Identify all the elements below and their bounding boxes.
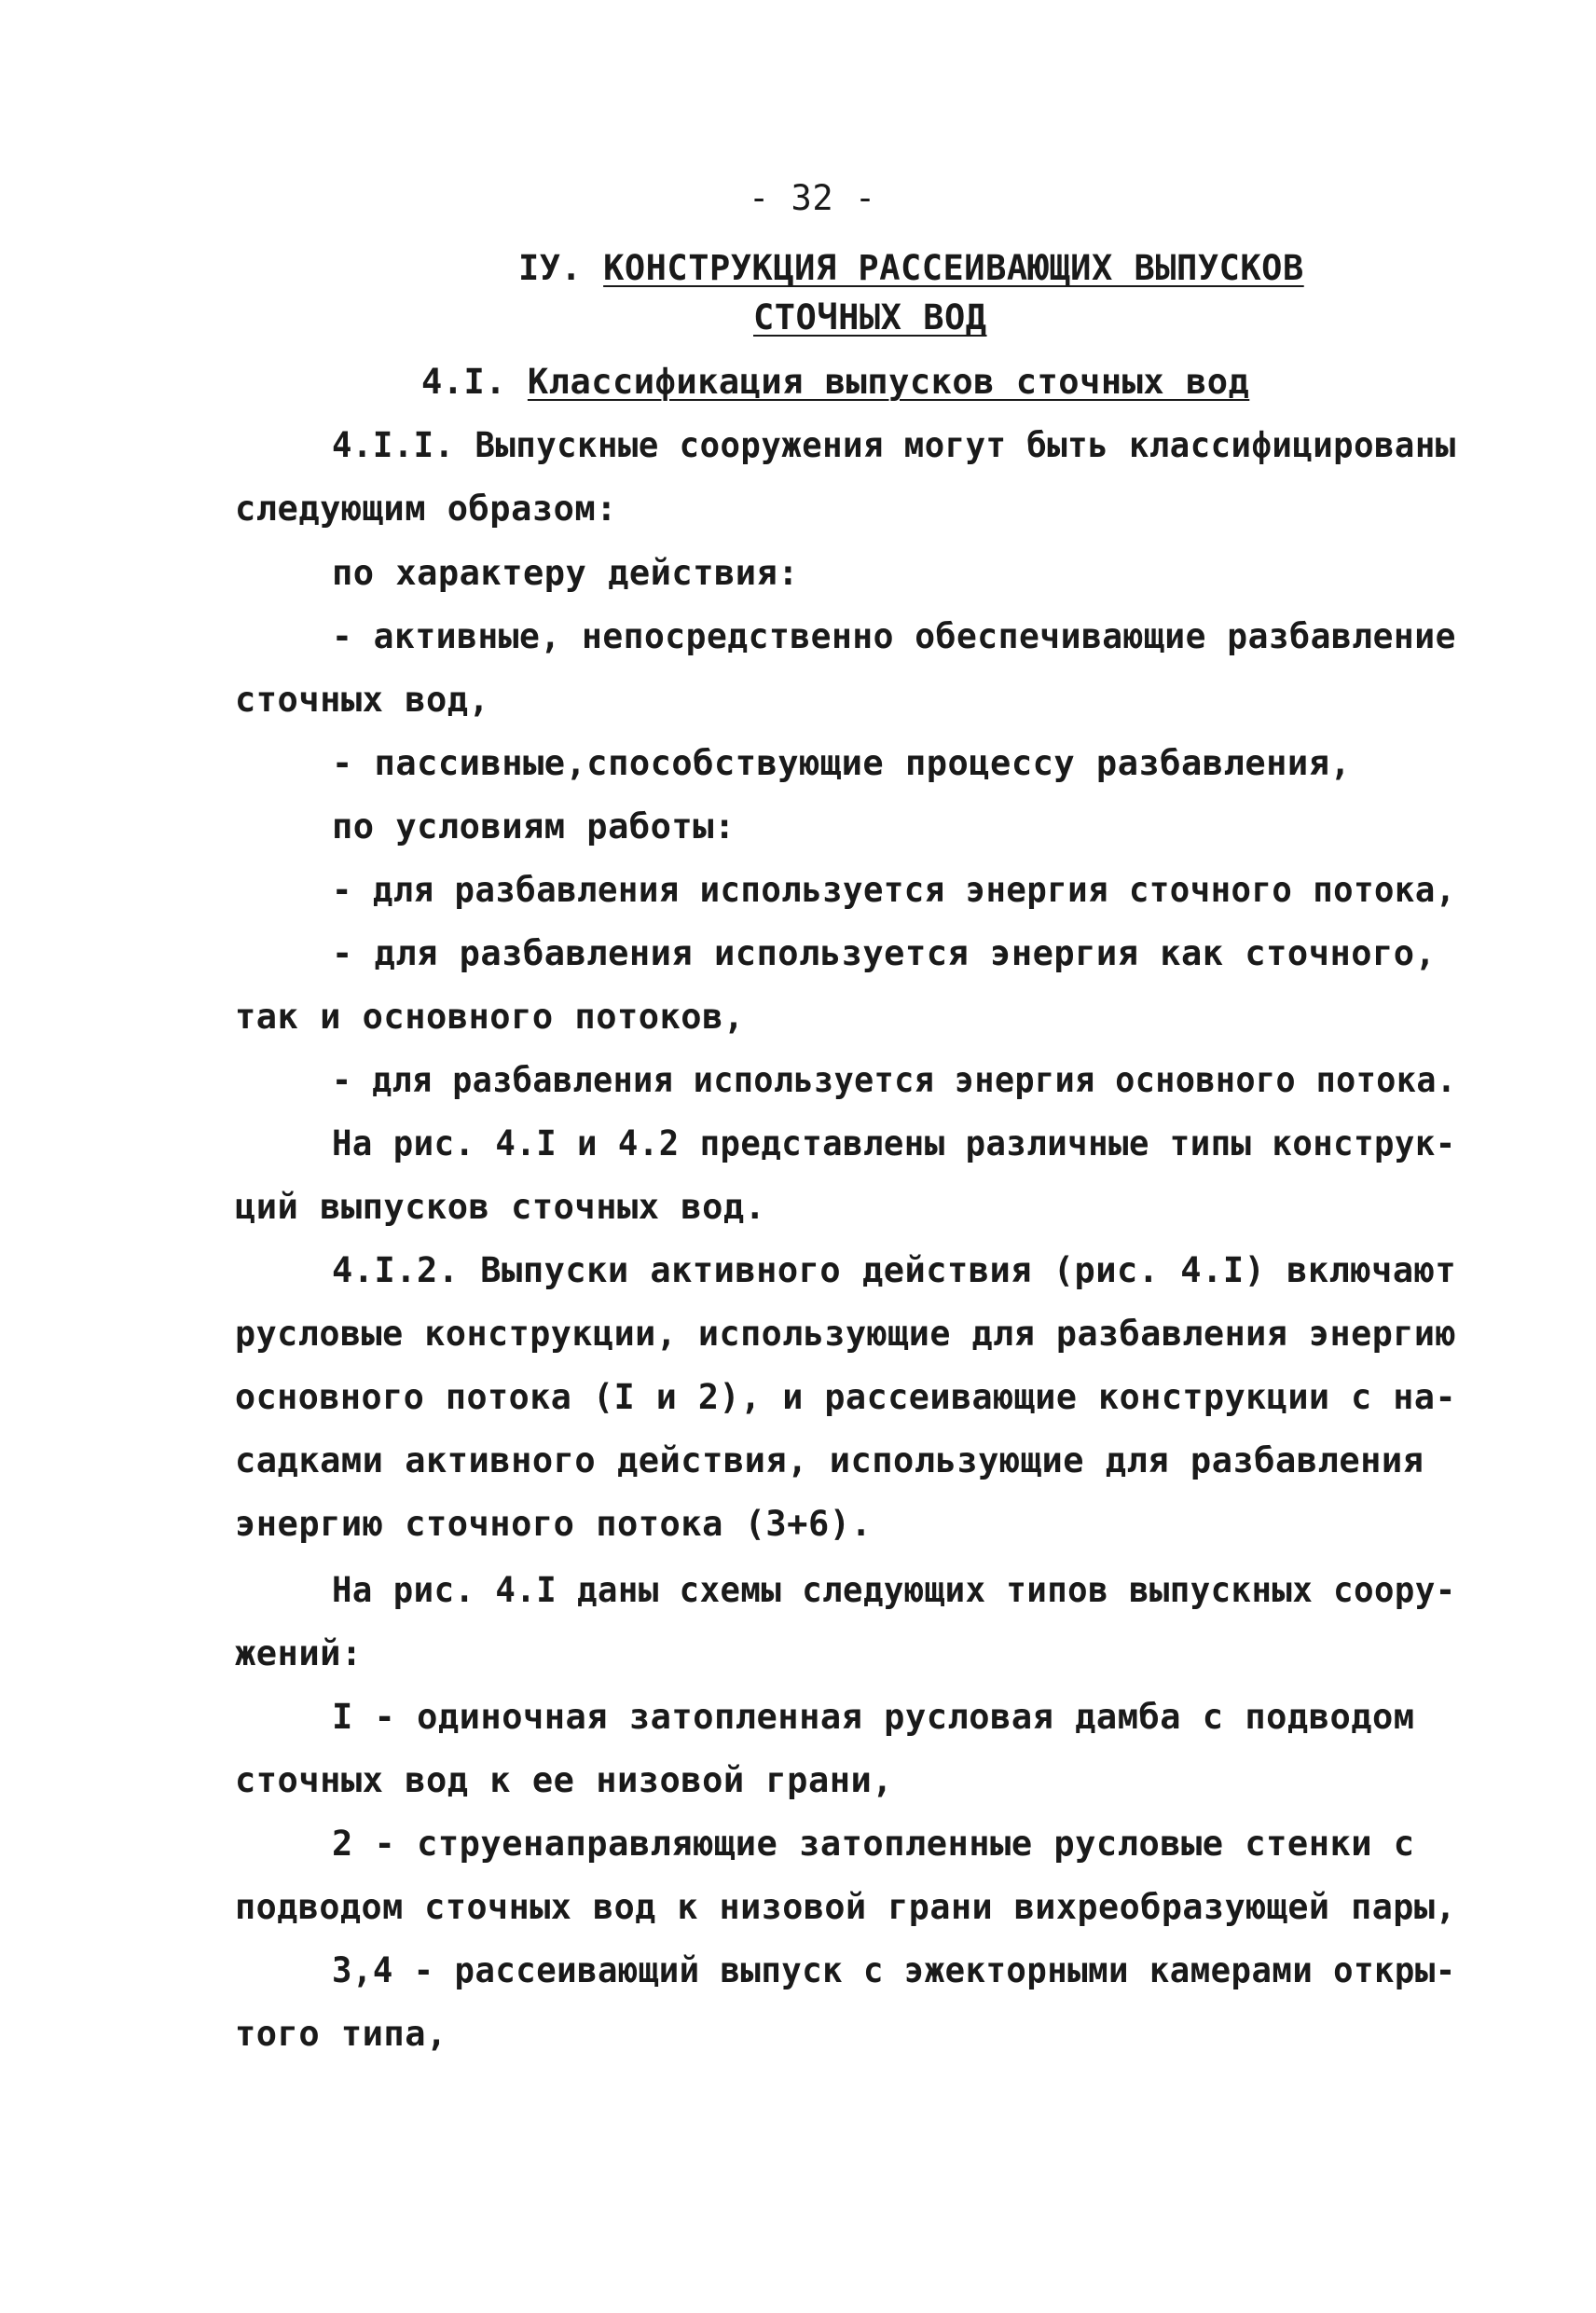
body-line: энергию сточного потока (3+6). [235,1504,873,1544]
body-line: садками активного действия, использующие для разбавления [235,1440,1424,1480]
chapter-title-line1: КОНСТРУКЦИЯ РАССЕИВАЮЩИХ ВЫПУСКОВ [603,248,1304,288]
section-heading [421,361,1249,404]
body-line: русловые конструкции, использующие для разбавления энергию [235,1314,1457,1354]
body-line: подводом сточных вод к низовой грани вихреобразующей пары, [235,1887,1457,1927]
body-line: I - одиночная затопленная русловая дамба с подводом [332,1697,1415,1737]
section-number: 4.I. [421,362,507,402]
body-line: - для разбавления используется энергия как сточного, [332,933,1437,973]
body-line: - для разбавления используется энергия основного потока. [332,1060,1457,1100]
body-line: На рис. 4.I и 4.2 представлены различные типы конструк- [332,1123,1456,1163]
body-line: - пассивные,способствующие процессу разбавления, [332,743,1352,783]
body-line: - для разбавления используется энергия сточного потока, [332,870,1456,910]
body-line: На рис. 4.I даны схемы следующих типов выпускных соору- [332,1570,1456,1610]
body-line: сточных вод к ее низовой грани, [235,1760,894,1800]
body-line: ций выпусков сточных вод. [235,1187,766,1227]
body-line: по условиям работы: [332,806,736,847]
body-line: - активные, непосредственно обеспечивающие разбавление [332,616,1456,656]
body-line: следующим образом: [235,489,617,529]
body-line: по характеру действия: [332,553,800,593]
chapter-title-line2: СТОЧНЫХ ВОД [753,297,987,337]
page-number: - 32 - [749,178,876,218]
body-line: сточных вод, [235,680,490,720]
body-line: так и основного потоков, [235,997,745,1037]
body-line: 4.I.2. Выпуски активного действия (рис. 4.I) включают [332,1250,1457,1290]
body-line: того типа, [235,2014,447,2054]
chapter-number: IУ. [518,248,583,288]
body-line: 4.I.I. Выпускные сооружения могут быть классифицированы [332,425,1456,465]
body-line: 3,4 - рассеивающий выпуск с эжекторными камерами откры- [332,1950,1456,1990]
body-line: основного потока (I и 2), и рассеивающие конструкции с на- [235,1377,1457,1417]
body-line: 2 - струенаправляющие затопленные русловые стенки с [332,1824,1415,1864]
body-line: жений: [235,1633,363,1673]
section-title: Классификация выпусков сточных вод [527,362,1250,402]
chapter-heading-line1 [518,247,1304,290]
